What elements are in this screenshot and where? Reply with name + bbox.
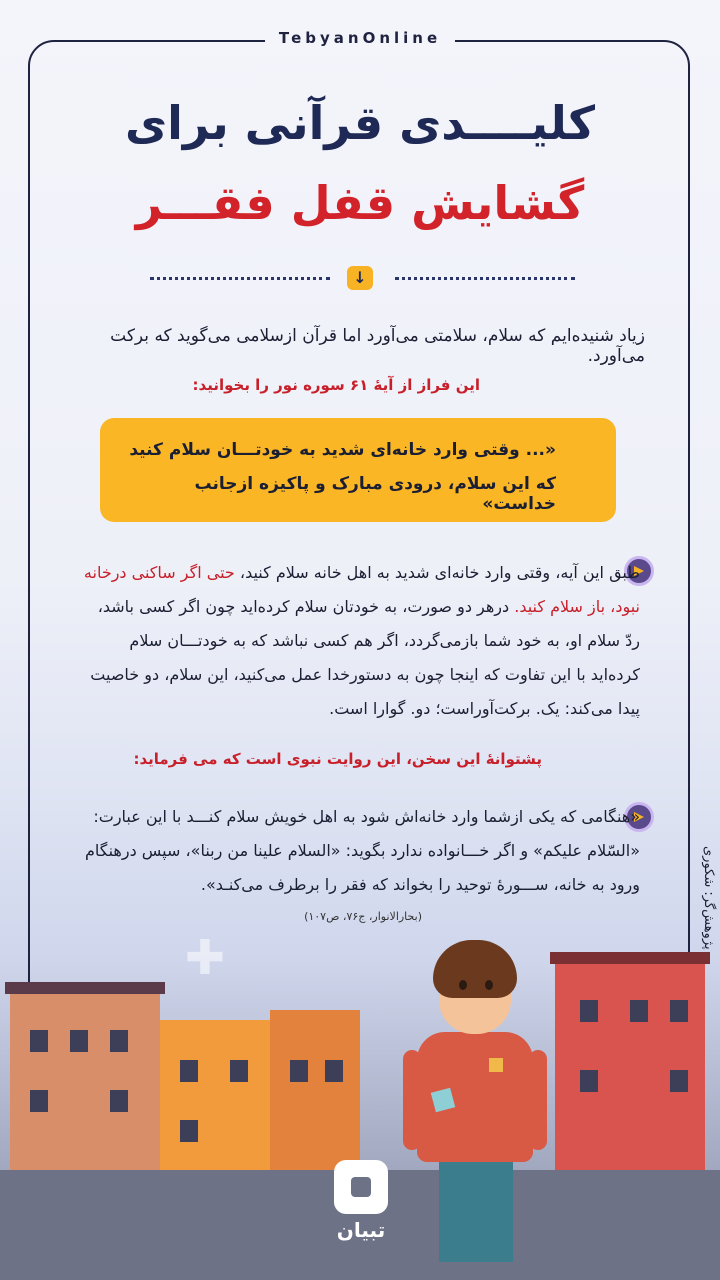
roof [550, 952, 710, 964]
roof [5, 982, 165, 994]
window [30, 1090, 48, 1112]
arrow-down-icon: ↓ [347, 266, 373, 290]
dotted-line-right [395, 277, 575, 280]
building-left [10, 990, 160, 1180]
window [580, 1070, 598, 1092]
window [580, 1000, 598, 1022]
dotted-line-left [150, 277, 330, 280]
title-line-2: گشایش قفل فقـــر [135, 176, 585, 230]
paragraph-1-highlight: حتی اگر ساکنی درخانه نبود، باز سلام کنید. [83, 563, 640, 616]
window [670, 1000, 688, 1022]
window [325, 1060, 343, 1082]
tebyan-logo [326, 1160, 396, 1250]
boy-eye [485, 980, 493, 990]
window [630, 1000, 648, 1022]
divider [0, 266, 720, 290]
window [180, 1060, 198, 1082]
quote-line-1: «... وقتی وارد خانه‌ای شدید به خودتـــان سلام کنید [129, 440, 556, 460]
boy-pants [439, 1162, 513, 1262]
paragraph-1 [80, 556, 640, 726]
building-orange [160, 1020, 280, 1180]
paragraph-1-part1: طبق این آیه، وقتی وارد خانه‌ای شدید به اهل خانه سلام کنید، [234, 563, 640, 582]
quote-line-2: که این سلام، درودی مبارک و پاکیزه ازجانب خداست» [194, 474, 556, 514]
window [30, 1030, 48, 1052]
window [70, 1030, 88, 1052]
reference: (بحارالانوار، ج۷۶، ص۱۰۷) [304, 910, 422, 923]
hadith-text: «هنگامی که یکی ازشما وارد خانه‌اش شود به اهل خویش سلام کنـــد با این عبارت: «السّلام علیکم» و اگر خـــانواده ندارد بگوید: «السلام علینا من ربنا»، سپس درهنگام ورود به خانه، ســـورهٔ توحید را بخواند که فقر را برطرف می‌کنـد». [84, 807, 640, 894]
credit: پژوهش‌گر: شکوری [701, 846, 716, 950]
logo-text: تبیان [336, 1218, 386, 1242]
quote-box [100, 418, 616, 522]
paragraph-1-part2: درهر دو صورت، به خودتان سلام کرده‌اید چون اگر کسی باشد، ردّ سلام او، به خود شما بازمی‌گردد، اگر هم کسی نباشد که به خودتـــان سلام کرده‌اید با این تفاوت که اینجا چون به دستورخدا عمل می‌کنید، این سلام، دو خاصیت پیدا می‌کند: یک. برکت‌آوراست؛ دو. گوارا است. [90, 597, 640, 718]
section-heading-2: پشتوانهٔ این سخن، این روایت نبوی است که می فرماید: [133, 750, 542, 768]
window [290, 1060, 308, 1082]
section-heading-1: این فراز از آیهٔ ۶۱ سوره نور را بخوانید: [192, 376, 480, 394]
title-line-1: کلیــــدی قرآنی برای [124, 96, 596, 150]
boy-eye [459, 980, 467, 990]
brand-name: TebyanOnline [265, 29, 455, 47]
window [230, 1060, 248, 1082]
boy-hair [433, 940, 517, 998]
building-middle [270, 1010, 360, 1180]
intro-text: زیاد شنیده‌ایم که سلام، سلامتی می‌آورد اما قرآن ازسلامی می‌گوید که برکت می‌آورد. [110, 326, 645, 366]
window [110, 1030, 128, 1052]
boy-illustration [405, 940, 545, 1270]
window [670, 1070, 688, 1092]
window [110, 1090, 128, 1112]
logo-mark-icon [334, 1160, 388, 1214]
window [180, 1120, 198, 1142]
brand-header [0, 28, 720, 47]
shirt-patch [489, 1058, 503, 1072]
watermark-icon: ✚ [184, 930, 226, 986]
building-right [555, 960, 705, 1180]
